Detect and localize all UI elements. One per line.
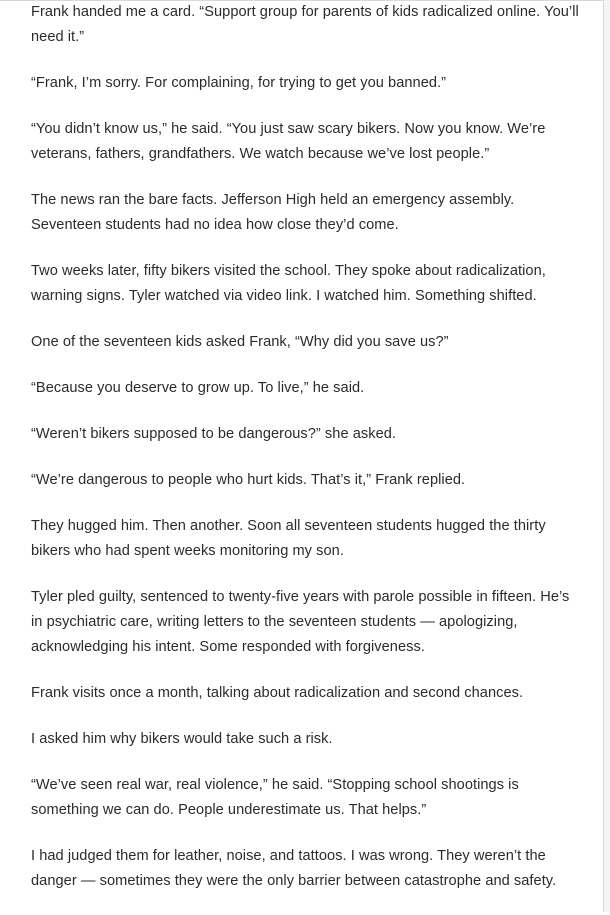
- paragraph: “Frank, I’m sorry. For complaining, for trying to get you banned.”: [31, 75, 447, 91]
- paragraph: They hugged him. Then another. Soon all seventeen students hugged the thirty bikers who had spent weeks monitoring my son.: [31, 518, 546, 559]
- scrollbar-track[interactable]: [604, 0, 610, 912]
- paragraph: Two weeks later, fifty bikers visited the school. They spoke about radicalization, warning signs. Tyler watched via video link. I watched him. Something shifted.: [31, 263, 546, 304]
- paragraph: I asked him why bikers would take such a risk.: [31, 731, 333, 747]
- paragraph: Frank handed me a card. “Support group for parents of kids radicalized online. You’ll need it.”: [31, 4, 579, 45]
- paragraph: The news ran the bare facts. Jefferson High held an emergency assembly. Seventeen students had no idea how close they’d come.: [31, 192, 515, 233]
- paragraph: “Weren’t bikers supposed to be dangerous?” she asked.: [31, 426, 397, 442]
- paragraph: One of the seventeen kids asked Frank, “Why did you save us?”: [31, 334, 449, 350]
- article-body: [31, 0, 579, 915]
- paragraph: “Because you deserve to grow up. To live,” he said.: [31, 380, 365, 396]
- paragraph: “We’re dangerous to people who hurt kids. That’s it,” Frank replied.: [31, 472, 466, 488]
- paragraph: Tyler pled guilty, sentenced to twenty-five years with parole possible in fifteen. He’s in psychiatric care, writing letters to the seventeen students — apologizing, acknowledging his intent. Some responded with forgiveness.: [31, 589, 570, 655]
- paragraph: “You didn’t know us,” he said. “You just saw scary bikers. Now you know. We’re veterans, fathers, grandfathers. We watch because we’ve lost people.”: [31, 121, 546, 162]
- paragraph: Frank visits once a month, talking about radicalization and second chances.: [31, 685, 524, 701]
- paragraph: “We’ve seen real war, real violence,” he said. “Stopping school shootings is something we can do. People underestimate us. That helps.”: [31, 777, 519, 818]
- paragraph: I had judged them for leather, noise, and tattoos. I was wrong. They weren’t the danger — sometimes they were the only barrier between catastrophe and safety.: [31, 848, 557, 889]
